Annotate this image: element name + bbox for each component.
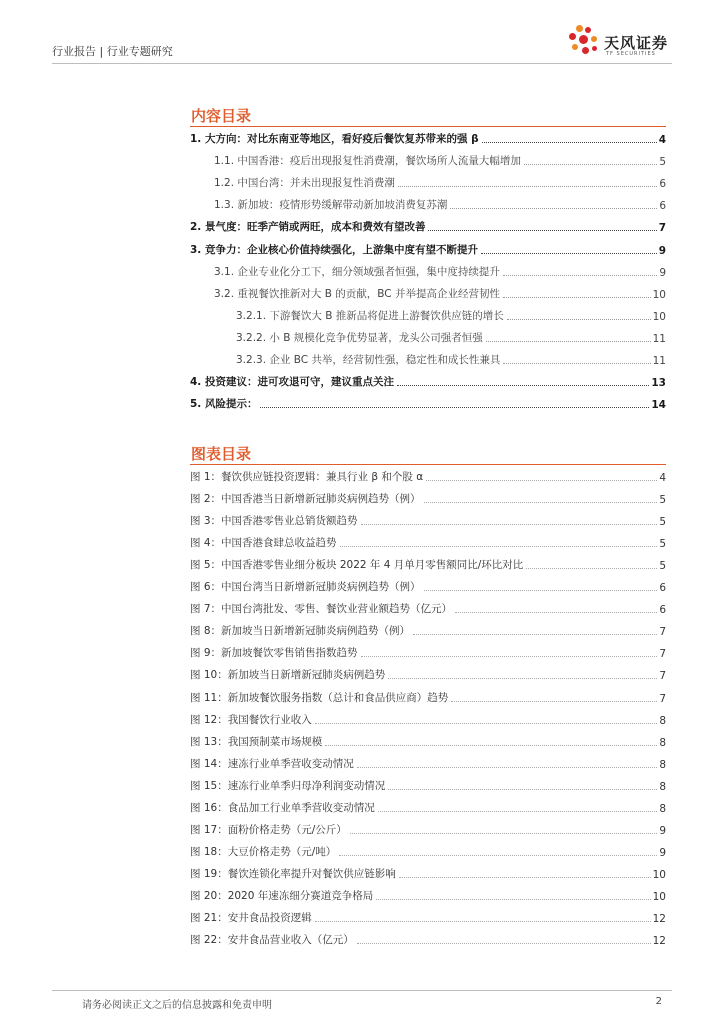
figure-entry[interactable] [190,753,666,775]
entry-page-number: 10 [652,288,666,301]
table-of-contents [190,128,666,415]
entry-label: 3. 竞争力：企业核心价值持续强化，上游集中度有望不断提升 [190,243,478,256]
dot-leader [357,767,658,768]
toc-entry[interactable] [190,194,666,216]
figure-entry[interactable] [190,598,666,620]
entry-label: 1.3. 新加坡：疫情形势缓解带动新加坡消费复苏潮 [214,199,448,212]
entry-label: 3.1. 企业专业化分工下，细分领域强者恒强，集中度持续提升 [214,265,500,278]
dot-leader [426,480,657,481]
dot-leader [350,833,658,834]
dot-leader [340,546,658,547]
dot-leader [315,723,658,724]
entry-label: 3.2.3. 企业 BC 共举，经营韧性强，稳定性和成长性兼具 [236,354,501,367]
entry-page-number: 10 [652,890,666,903]
figure-entry[interactable] [190,686,666,708]
dot-leader [357,943,651,944]
entry-page-number: 6 [659,178,666,191]
dot-leader [378,811,658,812]
page-number: 2 [655,996,662,1007]
logo-subtitle: TF SECURITIES [606,51,656,57]
dot-leader [397,385,649,386]
dot-leader [361,656,658,657]
entry-label: 1.1. 中国香港：疫后出现报复性消费潮，餐饮场所人流量大幅增加 [214,155,521,168]
contents-title: 内容目录 [191,107,252,125]
figure-entry[interactable] [190,664,666,686]
dot-leader [424,590,658,591]
toc-entry[interactable] [190,349,666,371]
figure-entry[interactable] [190,576,666,598]
entry-label: 图 11：新加坡餐饮服务指数（总计和食品供应商）趋势 [190,691,449,704]
entry-label: 图 16：食品加工行业单季营收变动情况 [190,801,375,814]
entry-page-number: 11 [652,332,666,345]
toc-entry[interactable] [190,327,666,349]
figure-entry[interactable] [190,466,666,488]
dot-leader [450,208,657,209]
dot-leader [526,568,657,569]
dot-leader [413,634,657,635]
entry-page-number: 8 [659,714,666,727]
toc-entry[interactable] [190,393,666,415]
entry-page-number: 8 [659,736,666,749]
logo-mark-icon [566,24,602,60]
entry-page-number: 5 [659,494,666,507]
entry-page-number: 6 [659,582,666,595]
entry-page-number: 8 [659,758,666,771]
figure-entry[interactable] [190,709,666,731]
entry-page-number: 4 [658,134,666,147]
entry-page-number: 9 [659,266,666,279]
entry-label: 4. 投资建议：进可攻退可守，建议重点关注 [190,376,394,389]
dot-leader [481,253,657,254]
entry-page-number: 7 [659,692,666,705]
entry-label: 图 9：新加坡餐饮零售销售指数趋势 [190,647,358,660]
figure-entry[interactable] [190,532,666,554]
report-category: 行业报告 | 行业专题研究 [52,45,173,58]
figure-entry[interactable] [190,929,666,951]
entry-label: 图 5：中国香港零售业细分板块 2022 年 4 月单月零售额同比/环比对比 [190,559,524,572]
entry-label: 图 13：我国预制菜市场规模 [190,735,323,748]
figure-entry[interactable] [190,554,666,576]
header-divider [52,63,672,64]
figure-entry[interactable] [190,907,666,929]
entry-label: 图 14：速冻行业单季营收变动情况 [190,757,354,770]
entry-page-number: 13 [651,377,666,390]
entry-label: 2. 景气度：旺季产销或两旺，成本和费效有望改善 [190,221,426,234]
footer-disclaimer: 请务必阅读正文之后的信息披露和免责申明 [82,1000,272,1011]
entry-page-number: 10 [652,310,666,323]
entry-page-number: 6 [659,604,666,617]
dot-leader [503,297,651,298]
entry-label: 图 20：2020 年速冻细分赛道竞争格局 [190,889,374,902]
dot-leader [361,524,658,525]
footer-divider [52,990,672,991]
toc-entry[interactable] [190,371,666,393]
company-logo [566,24,676,60]
dot-leader [428,230,656,231]
entry-label: 图 19：餐饮连锁化率提升对餐饮供应链影响 [190,867,396,880]
entry-label: 图 17：面粉价格走势（元/公斤） [190,823,347,836]
entry-label: 图 18：大豆价格走势（元/吨） [190,845,337,858]
list-of-figures [190,466,666,951]
logo-name: 天风证券 [604,34,669,52]
figure-entry[interactable] [190,620,666,642]
figure-entry[interactable] [190,819,666,841]
entry-label: 3.2.2. 小 B 规模化竞争优势显著，龙头公司强者恒强 [236,331,483,344]
dot-leader [325,745,657,746]
figure-entry[interactable] [190,510,666,532]
entry-label: 图 8：新加坡当日新增新冠肺炎病例趋势（例） [190,625,411,638]
entry-label: 图 6：中国台湾当日新增新冠肺炎病例趋势（例） [190,581,421,594]
entry-page-number: 7 [659,648,666,661]
entry-page-number: 5 [659,156,666,169]
dot-leader [399,877,651,878]
entry-page-number: 12 [652,935,666,948]
dot-leader [455,612,657,613]
entry-label: 图 1：餐饮供应链投资逻辑：兼具行业 β 和个股 α [190,471,424,484]
entry-label: 3.2. 重视餐饮推新对大 B 的贡献，BC 并举提高企业经营韧性 [214,287,500,300]
entry-label: 图 12：我国餐饮行业收入 [190,713,312,726]
toc-entry[interactable] [190,305,666,327]
entry-page-number: 6 [659,200,666,213]
entry-label: 图 15：速冻行业单季归母净利润变动情况 [190,779,386,792]
entry-page-number: 14 [651,399,666,412]
entry-page-number: 9 [658,244,666,257]
figure-entry[interactable] [190,488,666,510]
toc-entry[interactable] [190,172,666,194]
dot-leader [503,275,657,276]
figure-entry[interactable] [190,797,666,819]
toc-entry[interactable] [190,283,666,305]
entry-label: 3.2.1. 下游餐饮大 B 推新品将促进上游餐饮供应链的增长 [236,309,504,322]
dot-leader [388,678,657,679]
entry-label: 图 22：安井食品营业收入（亿元） [190,934,354,947]
entry-label: 图 7：中国台湾批发、零售、餐饮业营业额趋势（亿元） [190,603,453,616]
entry-page-number: 12 [652,912,666,925]
dot-leader [482,142,657,143]
entry-page-number: 4 [659,472,666,485]
entry-label: 5. 风险提示： [190,398,258,411]
toc-entry[interactable] [190,261,666,283]
entry-page-number: 5 [659,538,666,551]
toc-entry[interactable] [190,238,666,260]
figure-entry[interactable] [190,731,666,753]
entry-page-number: 10 [652,868,666,881]
entry-label: 图 3：中国香港零售业总销货额趋势 [190,515,358,528]
contents-title-rule [190,126,666,127]
entry-page-number: 11 [652,355,666,368]
entry-page-number: 5 [659,560,666,573]
entry-label: 1.2. 中国台湾：并未出现报复性消费潮 [214,177,395,190]
figure-entry[interactable] [190,885,666,907]
entry-page-number: 7 [659,670,666,683]
entry-label: 图 2：中国香港当日新增新冠肺炎病例趋势（例） [190,493,421,506]
entry-page-number: 8 [659,802,666,815]
entry-page-number: 7 [659,626,666,639]
dot-leader [424,502,658,503]
dot-leader [398,186,657,187]
dot-leader [503,363,650,364]
figure-entry[interactable] [190,841,666,863]
toc-entry[interactable] [190,150,666,172]
entry-page-number: 5 [659,516,666,529]
entry-label: 图 21：安井食品投资逻辑 [190,911,312,924]
entry-page-number: 8 [659,780,666,793]
figure-entry[interactable] [190,642,666,664]
dot-leader [507,319,651,320]
dot-leader [315,921,651,922]
dot-leader [524,164,657,165]
entry-label: 图 10：新加坡当日新增新冠肺炎病例趋势 [190,669,386,682]
dot-leader [486,341,651,342]
figures-title: 图表目录 [191,445,252,463]
entry-page-number: 9 [659,824,666,837]
dot-leader [451,701,657,702]
toc-entry[interactable] [190,216,666,238]
toc-entry[interactable] [190,128,666,150]
figure-entry[interactable] [190,863,666,885]
dot-leader [376,899,650,900]
dot-leader [260,407,649,408]
entry-page-number: 7 [658,222,666,235]
dot-leader [339,855,657,856]
figure-entry[interactable] [190,775,666,797]
entry-page-number: 9 [659,846,666,859]
entry-label: 1. 大方向：对比东南亚等地区，看好疫后餐饮复苏带来的强 β [190,133,479,146]
figures-title-rule [190,464,666,465]
entry-label: 图 4：中国香港食肆总收益趋势 [190,537,337,550]
dot-leader [388,789,657,790]
